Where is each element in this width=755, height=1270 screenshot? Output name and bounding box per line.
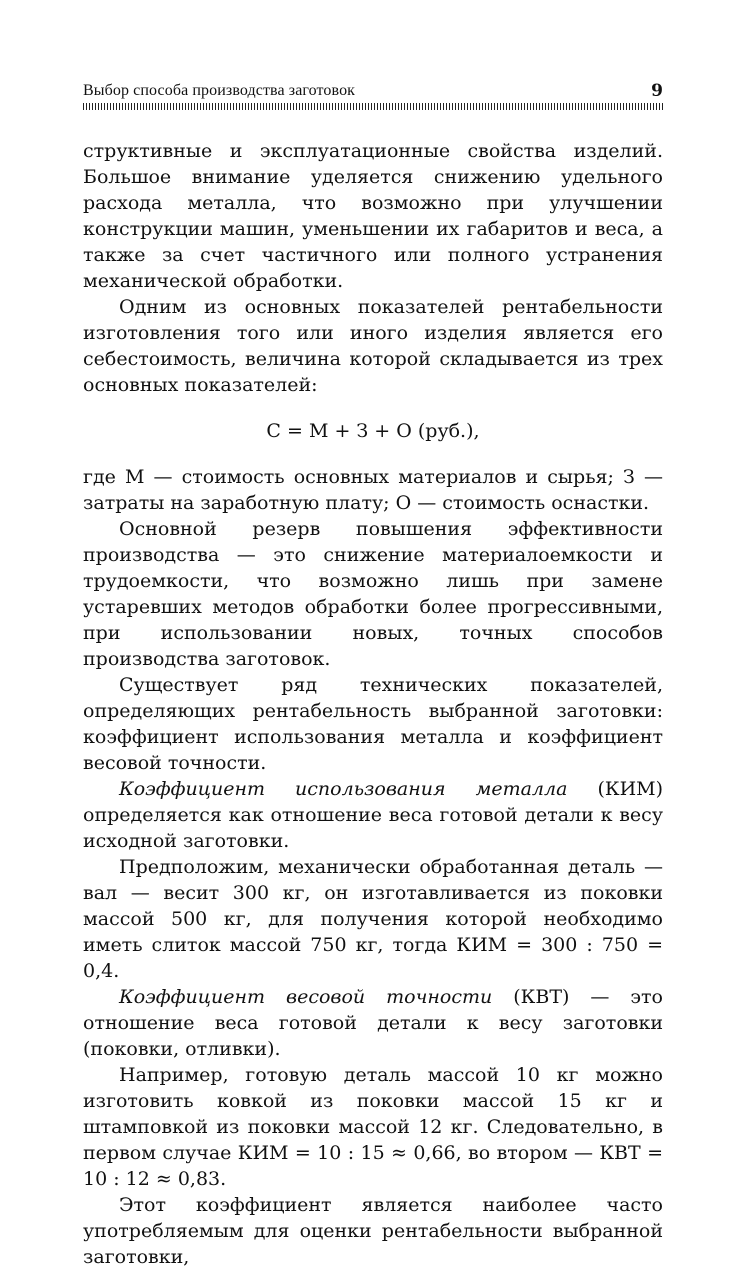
paragraph-7: Предположим, механически обработанная деталь — вал — весит 300 кг, он изготавливается из поковки массой 500 кг, для получения которой необходимо иметь слиток массой 750 кг, тогда КИМ = 300 : 750 = 0,4. [83,856,663,982]
page-number: 9 [651,81,663,101]
paragraph-4: Основной резерв повышения эффективности производства — это снижение материалоемкости и трудоемкости, что возможно лишь при замене устаревших методов обработки более прогрессивными, при использовании новых, точных способов производства заготовок. [83,518,663,670]
paragraph-8 [83,984,663,1062]
paragraph-6-text: (КИМ) определяется как отношение веса готовой детали к весу исходной заготовки. [83,778,663,852]
paragraph-9: Например, готовую деталь массой 10 кг можно изготовить ковкой из поковки массой 15 кг и штамповкой из поковки массой 12 кг. Следовательно, в первом случае КИМ = 10 : 15 ≈ 0,66, во втором — КВТ = 10 : 12 ≈ 0,83. [83,1064,663,1190]
page-header [83,80,663,102]
cost-formula: С = М + З + О (руб.), [266,420,480,442]
paragraph-3: где М — стоимость основных материалов и сырья; З — затраты на заработную плату; О — стоимость оснастки. [83,466,663,514]
header-rule [83,103,663,110]
paragraph-6 [83,776,663,854]
paragraph-1: структивные и эксплуатационные свойства изделий. Большое внимание уделяется снижению удельного расхода металла, что возможно при улучшении конструкции машин, уменьшении их габаритов и веса, а также за счет частичного или полного устранения механической обработки. [83,140,663,292]
term-kvt: Коэффициент весовой точности [119,986,493,1008]
paragraph-8-text: (КВТ) — это отношение веса готовой детали к весу заготовки (поковки, отливки). [83,986,663,1060]
running-title: Выбор способа производства заготовок [83,82,356,99]
paragraph-5: Существует ряд технических показателей, определяющих рентабельность выбранной заготовки: коэффициент использования металла и коэффициент весовой точности. [83,674,663,774]
paragraph-2: Одним из основных показателей рентабельности изготовления того или иного изделия является его себестоимость, величина которой складывается из трех основных показателей: [83,296,663,396]
term-kim: Коэффициент использования металла [119,778,568,800]
body-text [83,138,663,1270]
paragraph-10: Этот коэффициент является наиболее часто употребляемым для оценки рентабельности выбранной заготовки, [83,1194,663,1268]
